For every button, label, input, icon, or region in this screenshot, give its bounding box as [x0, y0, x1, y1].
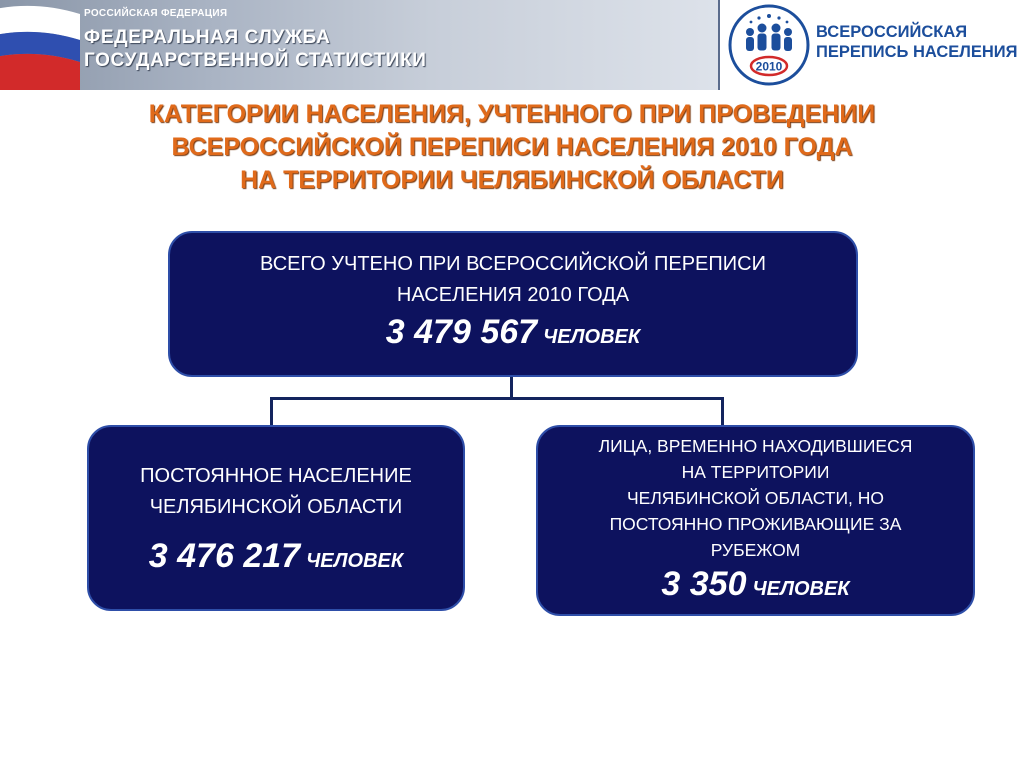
temporary-label-line1: ЛИЦА, ВРЕМЕННО НАХОДИВШИЕСЯ: [598, 436, 913, 456]
census-name-line1: ВСЕРОССИЙСКАЯ: [816, 23, 968, 41]
temporary-label-line2: НА ТЕРРИТОРИИ: [681, 462, 830, 482]
permanent-value: 3 476 217: [148, 537, 301, 575]
connector-stem: [510, 376, 513, 399]
temporary-label-line4: ПОСТОЯННО ПРОЖИВАЮЩИЕ ЗА: [609, 514, 902, 534]
total-unit: ЧЕЛОВЕК: [543, 326, 641, 348]
node-total-population: [168, 231, 858, 377]
title-line2: ВСЕРОССИЙСКОЙ ПЕРЕПИСИ НАСЕЛЕНИЯ 2010 ГОДА: [171, 133, 853, 161]
temporary-label-line5: РУБЕЖОМ: [710, 540, 801, 560]
slide-title: [40, 98, 984, 197]
agency-name-line1: ФЕДЕРАЛЬНАЯ СЛУЖБА: [84, 27, 331, 48]
russian-flag-icon: [0, 0, 80, 90]
node-temporary-residents: [536, 425, 975, 616]
connector-right-drop: [721, 397, 724, 426]
temporary-unit: ЧЕЛОВЕК: [752, 578, 850, 600]
node-permanent-population: [87, 425, 465, 611]
temporary-value-row: [538, 565, 973, 604]
connector-left-drop: [270, 397, 273, 426]
title-line1: КАТЕГОРИИ НАСЕЛЕНИЯ, УЧТЕННОГО ПРИ ПРОВЕДЕНИИ: [148, 100, 876, 128]
svg-text:2010: 2010: [755, 59, 783, 74]
connector-horizontal: [270, 397, 724, 400]
agency-name-line2: ГОСУДАРСТВЕННОЙ СТАТИСТИКИ: [84, 50, 427, 71]
header-banner: [0, 0, 718, 90]
country-label: РОССИЙСКАЯ ФЕДЕРАЦИЯ: [84, 8, 228, 19]
census-logo-panel: [718, 0, 1024, 90]
census-2010-logo-icon: [728, 4, 810, 86]
permanent-value-row: [89, 537, 463, 576]
temporary-value: 3 350: [661, 565, 747, 603]
title-line3: НА ТЕРРИТОРИИ ЧЕЛЯБИНСКОЙ ОБЛАСТИ: [240, 166, 784, 194]
permanent-label-line2: ЧЕЛЯБИНСКОЙ ОБЛАСТИ: [149, 496, 403, 518]
total-value: 3 479 567: [385, 313, 538, 351]
temporary-label-line3: ЧЕЛЯБИНСКОЙ ОБЛАСТИ, НО: [626, 488, 884, 508]
total-label-line2: НАСЕЛЕНИЯ 2010 ГОДА: [396, 284, 630, 306]
permanent-label-line1: ПОСТОЯННОЕ НАСЕЛЕНИЕ: [140, 465, 412, 487]
permanent-unit: ЧЕЛОВЕК: [306, 550, 404, 572]
census-name-line2: ПЕРЕПИСЬ НАСЕЛЕНИЯ: [816, 43, 1018, 61]
total-value-row: [170, 313, 856, 352]
census-name: [816, 22, 1018, 62]
total-label-line1: ВСЕГО УЧТЕНО ПРИ ВСЕРОССИЙСКОЙ ПЕРЕПИСИ: [260, 253, 766, 275]
